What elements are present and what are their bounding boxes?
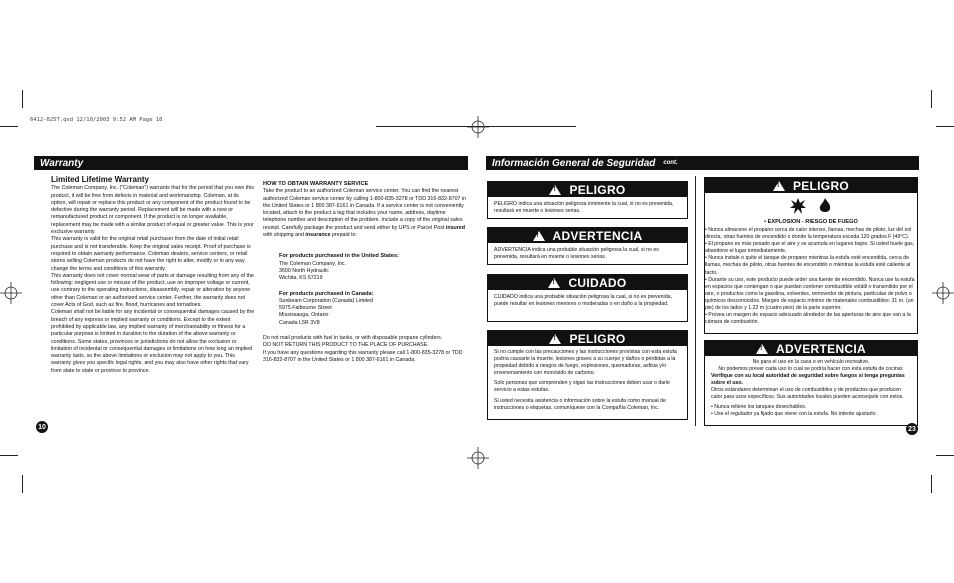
list-item: • Nunca almacene el propano cerca de calor intenso, llamas, mechas de piloto, luz del sol directa, otras fuentes de encendido o donde la temperatura exceda 120 grados F (49°C). [705, 227, 912, 241]
warning-triangle-icon [773, 181, 785, 191]
section-title: Warranty [40, 157, 84, 169]
warranty-paragraph: This warranty does not cover normal wear of parts or damage resulting from any of the following: negligent use or misuse of the product, use on improper voltage or current, use contrary to the operating instructions, disassembly, repair or alteration by anyone other than Coleman or an authorized service center. Further, the warranty does not cover Acts of God, such as fire, flood, hurricanes and tornadoes. [51, 272, 254, 309]
list-item: • Durante su uso, este producto puede arder una fuente de encendido. Nunca use la estufa en espacios que contengan o que puedan contener combustible volátil o transmitido por el aire, o productos como la gasolina, solventes, removedor de pintura, partículas de polvo o químicos desconocidos. Margen de espacio mínimo de materiales combustibles: 31 m. (un pie) de los lados y 1.22 m (cuatro pies) de la parte superior. [705, 276, 915, 312]
limited-warranty-title: Limited Lifetime Warranty [51, 175, 149, 184]
crop-mark [22, 90, 23, 108]
how-to-obtain-text: Take the product to an authorized Coleman service center. You can find the nearest authorized Coleman service center by calling 1-800-835-3278 or TDD 316-832-8707 in the United States or 1 800 387-6161 in Canada. If a service center is not conveniently located, attach to the product a tag that includes your name, address, daytime telephone number and description of the problem. Include a copy of the original sales receipt. Carefully package the product and send either by UPS or Parcel Post insured with shipping and insurance prepaid to: [263, 188, 467, 239]
hazard-symbols [705, 193, 917, 219]
warranty-column-2 [263, 181, 467, 364]
registration-mark-icon [0, 282, 22, 304]
peligro-box: ! PELIGRO PELIGRO indica una situación peligrosa inminente la cual, si no es prevenida, resultará en muerte o lesiones serias. [487, 181, 688, 219]
peligro-banner: ! PELIGRO [488, 331, 687, 346]
warranty-paragraph: The Coleman Company, Inc. ("Coleman") warrants that for the period that you own this product, it will be free from defects in material and workmanship. Coleman, at its option, will repair or replace this product or any component of the product found to be defective during the warranty period. Replacement will be made with a new or remanufactured product or component. If the product is no longer available, replacement may be made with a similar product of equal or greater value. This is your exclusive warranty. [51, 185, 254, 236]
safety-header-bar [486, 156, 919, 170]
section-title: Información General de Seguridad [492, 157, 656, 169]
warranty-column-1 [51, 176, 255, 375]
print-slug: 6412-025T.qxd 12/10/2003 9:52 AM Page 10 [30, 117, 163, 123]
how-to-obtain-title: HOW TO OBTAIN WARRANTY SERVICE [263, 181, 369, 187]
warning-triangle-icon [548, 278, 560, 288]
list-item: • Use el regulador ya fijado que viene con la estufa. No intente ajustarlo. [711, 410, 877, 417]
explosion-subtitle: • EXPLOSION - RIESGO DE FUEGO [764, 219, 858, 225]
cuidado-box: ! CUIDADO CUIDADO indica una probable situación peligrosa la cual, si no es prevenida, puede resultar en lesiones menores o moderadas o en daño a la propiedad. [487, 274, 688, 322]
crop-mark [0, 126, 18, 127]
page-number-badge: 10 [36, 421, 48, 433]
column-divider [695, 176, 696, 426]
us-address-block: For products purchased in the United States: The Coleman Company, Inc. 3600 North Hydraulic Wichita, KS 67219 For products purchased in Canada: Sunbeam Corporation (Canada) Limited 5975 Falbourne Street Mississauga, Ontario Canada L5R 3V8 [279, 253, 399, 326]
section-cont: cont. [663, 160, 678, 166]
warranty-paragraph: Coleman shall not be liable for any incidental or consequential damages caused by the breach of any express or implied warranty or conditions. Except to the extent prohibited by applicable law, any implied warranty of merchantability or fitness for a particular purpose is limited in duration to the duration of the above warranty or conditions. Some states, provinces or jurisdictions do not allow the exclusion or limitation of incidental or consequential damages or limitations on how long an implied warranty lasts, so the above limitations or exclusion may not apply to you. This warranty gives you specific legal rights, and you may also have other rights that vary from state to state or province to province. [51, 309, 255, 374]
cuidado-banner: ! CUIDADO [488, 275, 687, 290]
advertencia-banner: ! ADVERTENCIA [705, 341, 917, 356]
fire-icon [817, 197, 833, 215]
registration-mark-icon [932, 282, 954, 304]
warranty-header-bar [34, 156, 468, 170]
warning-triangle-icon [549, 334, 561, 344]
crop-mark [936, 455, 954, 456]
list-item: • Nunca instale o quite el tanque de propano mientras la estufa esté encendida, cerca de llamas, mechas de piloto, otras fuentes de encendido o mientras la estufa esté caliente al tacto. [705, 255, 911, 276]
warning-triangle-icon [533, 231, 545, 241]
advertencia-banner: ! ADVERTENCIA [488, 228, 687, 243]
crop-mark [936, 126, 954, 127]
crop-mark [0, 455, 18, 456]
warning-triangle-icon [756, 344, 768, 354]
warning-triangle-icon [549, 185, 561, 195]
crop-mark [931, 475, 932, 493]
list-item: • El propano es más pesado que el aire y se acumula en lugares bajos. Si usted huele gas, abandone el lugar inmediatamente. [705, 241, 915, 255]
peligro-banner: ! PELIGRO [705, 178, 917, 193]
peligro-banner: ! PELIGRO [488, 182, 687, 197]
do-not-return-note: DO NOT RETURN THIS PRODUCT TO THE PLACE OF PURCHASE. [263, 342, 429, 349]
peligro-fire-box [704, 177, 918, 334]
advertencia-use-box: ! ADVERTENCIA No para el uso en la casa o en vehículo recreativo. No podemos prever cada uso lo cual se podría hacer con esta estufa de cocinar. Verifique con su local autoridad de seguridad sobre fuegos si tenga preguntas sobre el uso. Otros estándares determinan el uso de combustibles y de productos que producen calor para usos específicos. Sus autoridades locales pueden aconsejarle con estos. • Nunca rellene los tanques desechables. • Use el regulador ya fijado que viene con la estufa. No intente ajustarlo. [704, 340, 918, 426]
warranty-paragraph: This warranty is valid for the original retail purchaser from the date of initial retail purchase and is not transferable. Keep the original sales receipt. Proof of purchase is required to obtain warranty performance. Coleman dealers, service centers, or retail stores selling Coleman products do not have the right to alter, modify or in any way change the terms and conditions of this warranty. [51, 236, 251, 272]
registration-mark-icon [467, 447, 489, 469]
registration-mark-icon [467, 116, 489, 138]
crop-mark [931, 90, 932, 108]
list-item: • Nunca rellene los tanques desechables. [711, 403, 807, 410]
questions-note: If you have any questions regarding this warranty please call 1-800-835-3278 or TDD 316-832-8707 in the United States or 1 800 387-6161 in Canada. [263, 349, 463, 363]
list-item: • Provea un margen de espacio adecuado alrededor de las aperturas de aire que van a la cámara de combustión. [705, 312, 911, 326]
explosion-icon [789, 197, 807, 215]
fire-hazard-list [705, 225, 917, 326]
mail-note: Do not mail products with fuel in tanks, or with disposable propane cylinders. [263, 335, 443, 342]
peligro-info-box: ! PELIGRO Si no cumple con las precauciones y las instrucciones provistas con esta estufa podría causarle la muerte, lesiones graves a su cuerpo y daños o pérdidas a la propiedad debido a riesgos de fuego, explosiones, quemaduras, asfixia y/o envenenamiento con monóxido de carbono. Solo personas que comprenden y sigan las instrucciones deben usar o darle servicio a estas estufas. Si usted necesita asistencia o información sobre la estufa como manual de instrucciones o etiquetas, comuníquese con la Compañía Coleman, Inc. [487, 330, 688, 420]
advertencia-box: ! ADVERTENCIA ADVERTENCIA indica una probable situación peligrosa la cual, si no es prevenida, resultará en muerte o lesiones serias. [487, 227, 688, 265]
page-number-badge: 23 [906, 423, 918, 435]
crop-mark [22, 475, 23, 493]
